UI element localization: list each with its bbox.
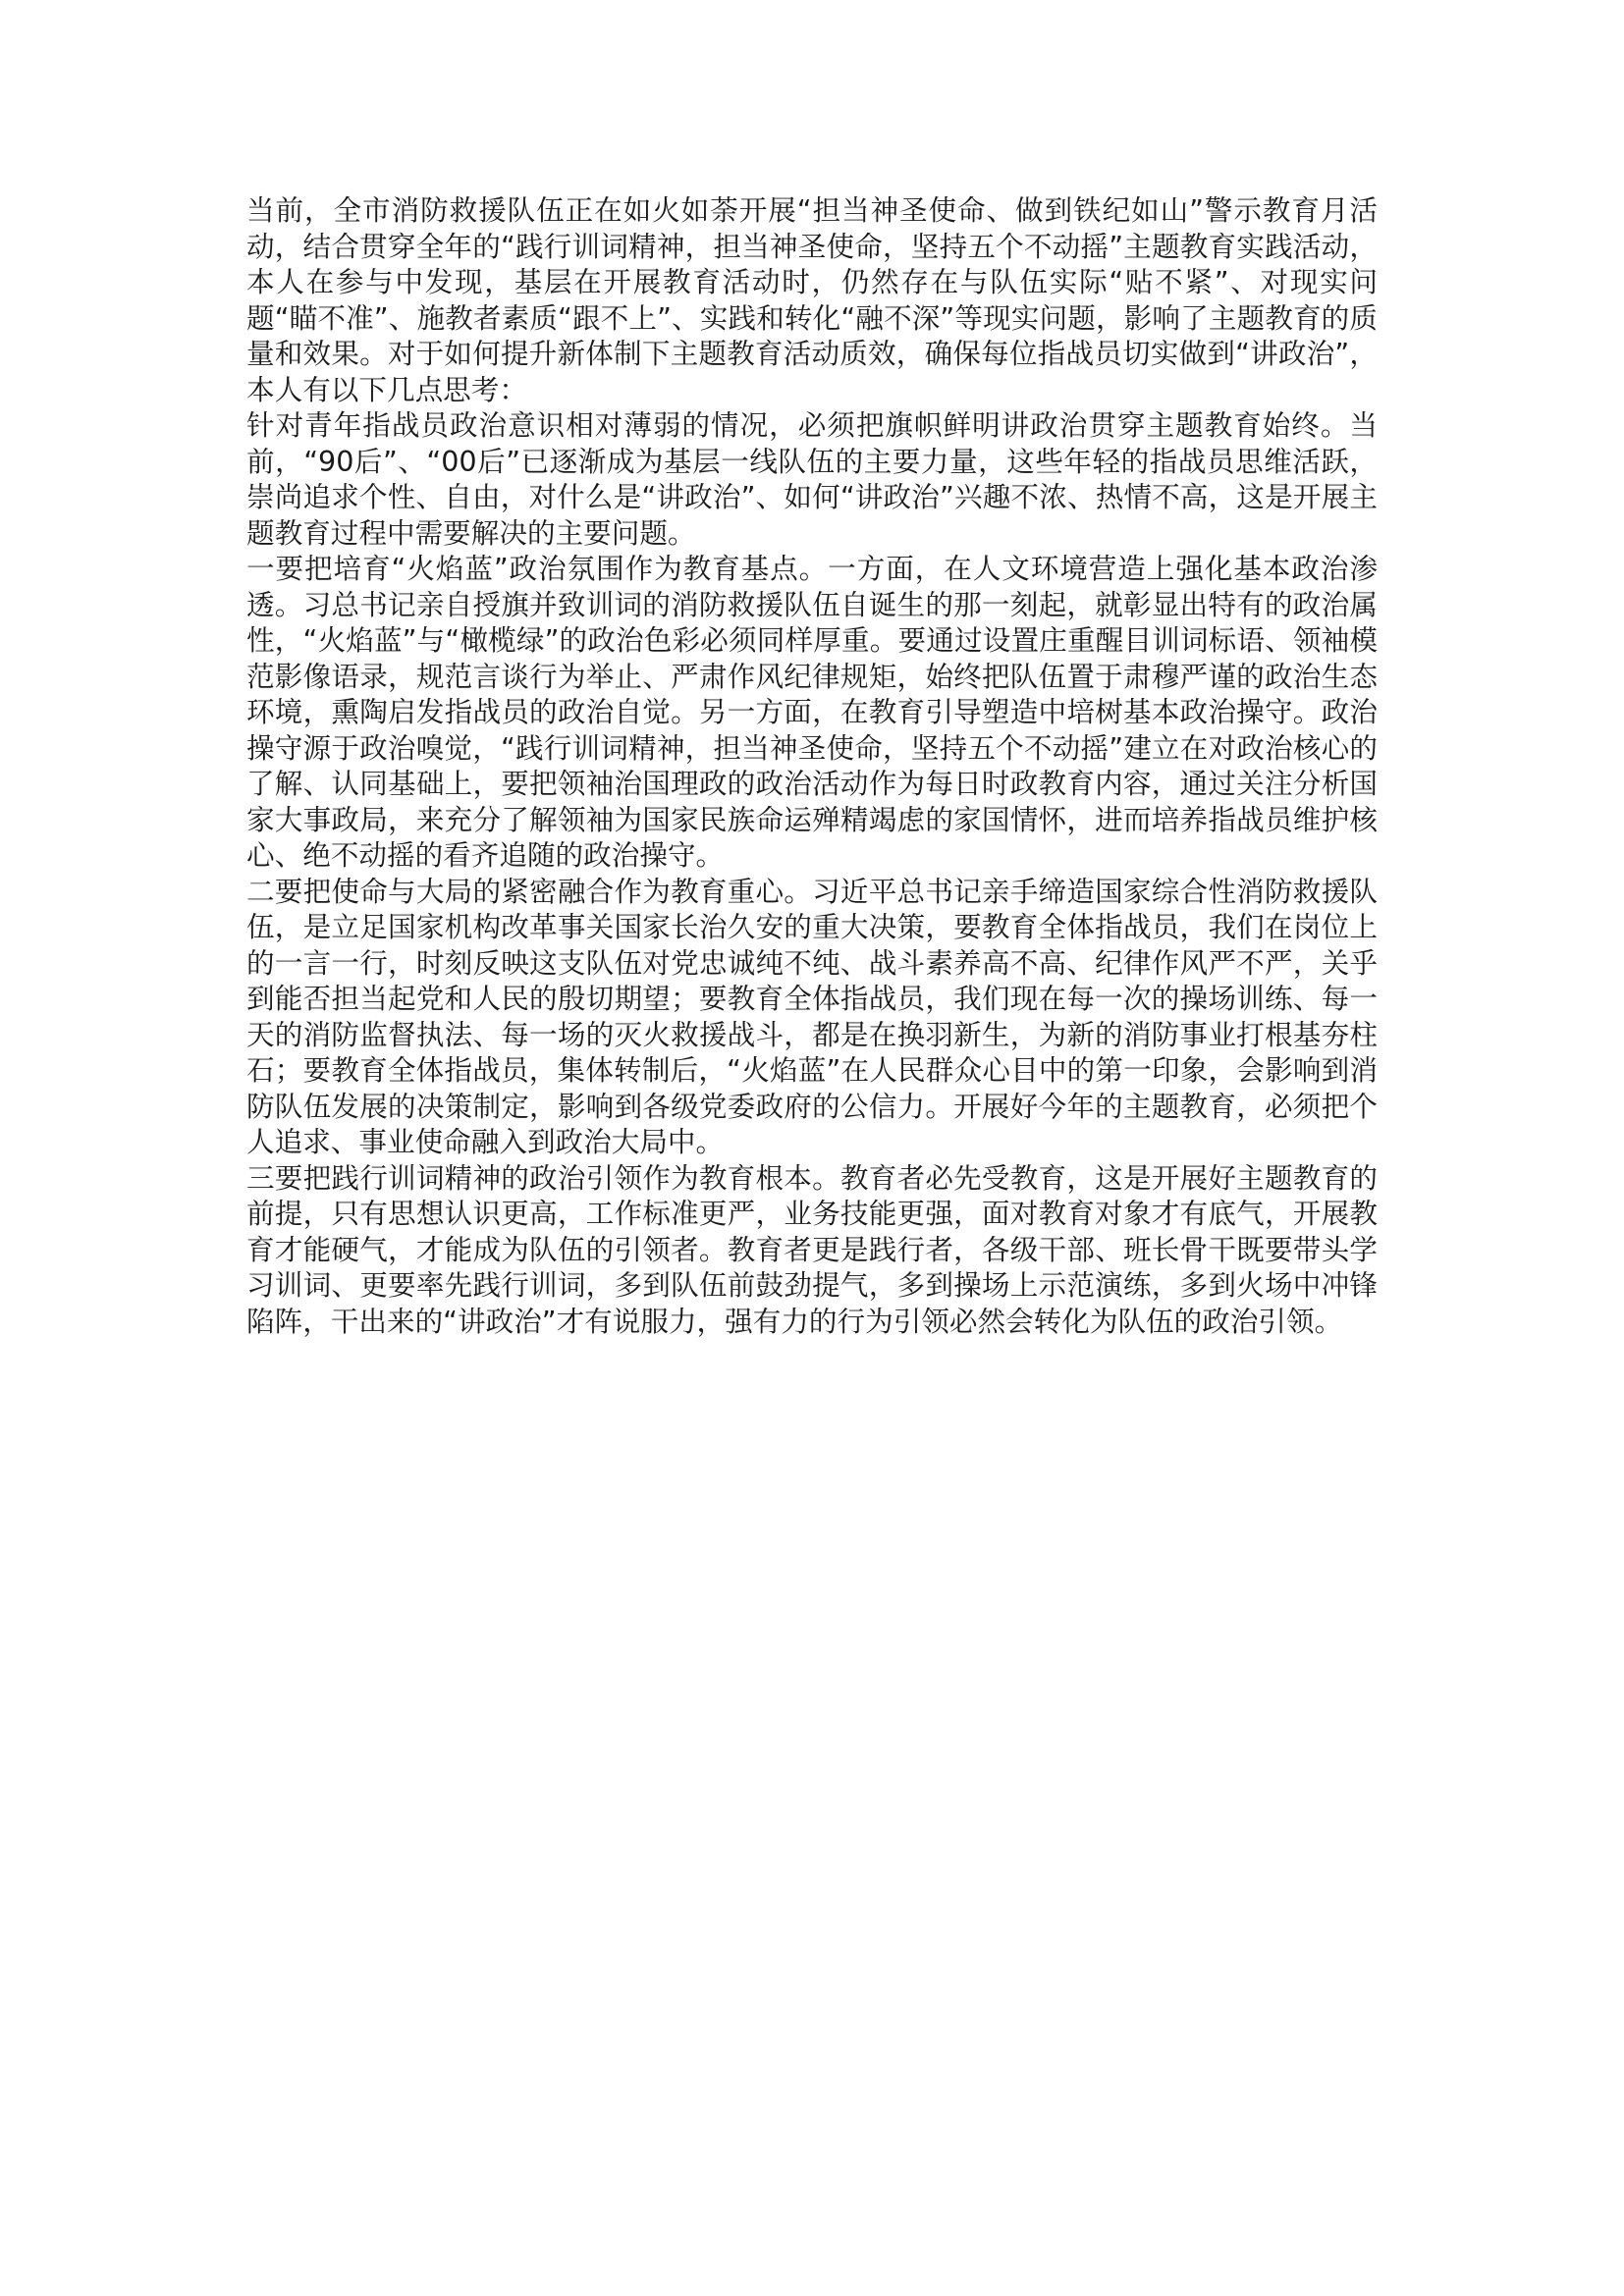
- paragraph-intro: 当前，全市消防救援队伍正在如火如荼开展“担当神圣使命、做到铁纪如山”警示教育月活动，结合贯穿全年的“践行训词精神，担当神圣使命，坚持五个不动摇”主题教育实践活动，本人在参与中发现，基层在开展教育活动时，仍然存在与队伍实际“贴不紧”、对现实问题“瞄不准”、施教者素质“跟不上”、实践和转化“融不深”等现实问题，影响了主题教育的质量和效果。对于如何提升新体制下主题教育活动质效，确保每位指战员切实做到“讲政治”，本人有以下几点思考：: [246, 193, 1378, 406]
- paragraph-point-two: 二要把使命与大局的紧密融合作为教育重心。习近平总书记亲手缔造国家综合性消防救援队伍，是立足国家机构改革事关国家长治久安的重大决策，要教育全体指战员，我们在岗位上的一言一行，时刻反映这支队伍对党忠诚纯不纯、战斗素养高不高、纪律作风严不严，关乎到能否担当起党和人民的殷切期望；要教育全体指战员，我们现在每一次的操场训练、每一天的消防监督执法、每一场的灭火救援战斗，都是在换羽新生，为新的消防事业打根基夯柱石；要教育全体指战员，集体转制后，“火焰蓝”在人民群众心目中的第一印象，会影响到消防队伍发展的决策制定，影响到各级党委政府的公信力。开展好今年的主题教育，必须把个人追求、事业使命融入到政治大局中。: [246, 874, 1378, 1158]
- paragraph-youth-political-awareness: 针对青年指战员政治意识相对薄弱的情况，必须把旗帜鲜明讲政治贯穿主题教育始终。当前，“90后”、“00后”已逐渐成为基层一线队伍的主要力量，这些年轻的指战员思维活跃，崇尚追求个性、自由，对什么是“讲政治”、如何“讲政治”兴趣不浓、热情不高，这是开展主题教育过程中需要解决的主要问题。: [246, 408, 1378, 550]
- paragraph-point-three: 三要把践行训词精神的政治引领作为教育根本。教育者必先受教育，这是开展好主题教育的前提，只有思想认识更高，工作标准更严，业务技能更强，面对教育对象才有底气，开展教育才能硬气，才能成为队伍的引领者。教育者更是践行者，各级干部、班长骨干既要带头学习训词、更要率先践行训词，多到队伍前鼓劲提气，多到操场上示范演练，多到火场中冲锋陷阵，干出来的“讲政治”才有说服力，强有力的行为引领必然会转化为队伍的政治引领。: [246, 1160, 1378, 1338]
- document-body: [246, 192, 1378, 1339]
- paragraph-point-one: 一要把培育“火焰蓝”政治氛围作为教育基点。一方面，在人文环境营造上强化基本政治渗透。习总书记亲自授旗并致训词的消防救援队伍自诞生的那一刻起，就彰显出特有的政治属性，“火焰蓝”与“橄榄绿”的政治色彩必须同样厚重。要通过设置庄重醒目训词标语、领袖模范影像语录，规范言谈行为举止、严肃作风纪律规矩，始终把队伍置于肃穆严谨的政治生态环境，熏陶启发指战员的政治自觉。另一方面，在教育引导塑造中培树基本政治操守。政治操守源于政治嗅觉，“践行训词精神，担当神圣使命，坚持五个不动摇”建立在对政治核心的了解、认同基础上，要把领袖治国理政的政治活动作为每日时政教育内容，通过关注分析国家大事政局，来充分了解领袖为国家民族命运殚精竭虑的家国情怀，进而培养指战员维护核心、绝不动摇的看齐追随的政治操守。: [246, 552, 1378, 872]
